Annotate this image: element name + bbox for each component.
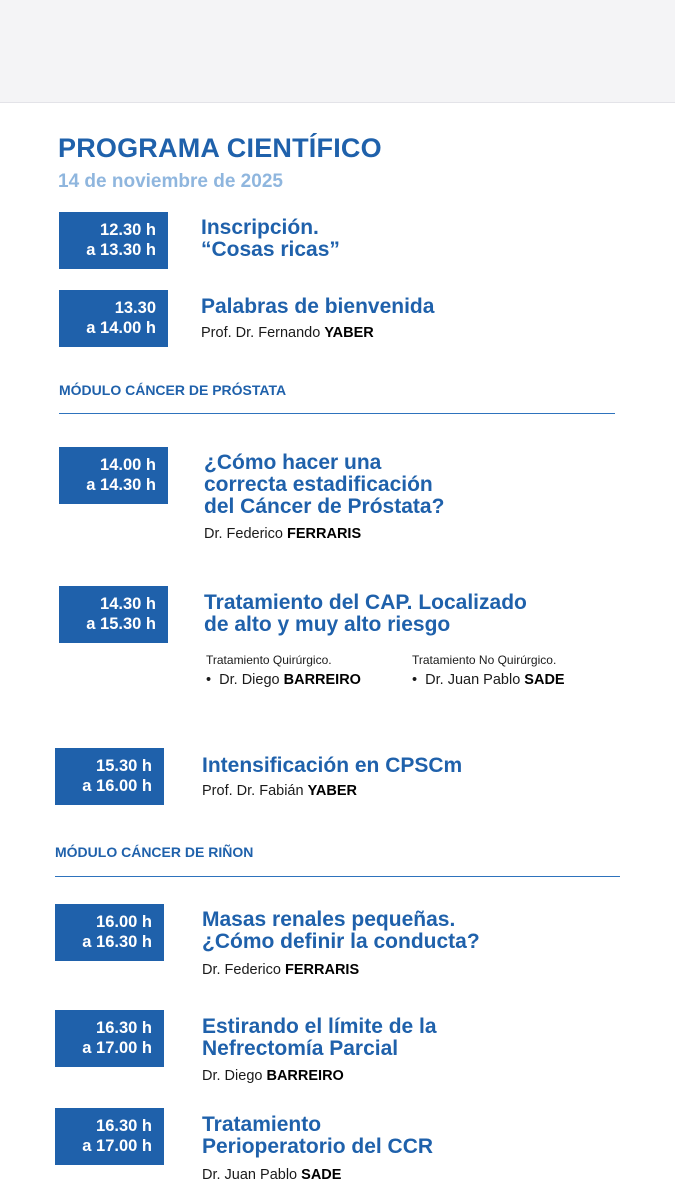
subtopic-speaker: • Dr. Juan Pablo SADE bbox=[412, 672, 565, 688]
module-heading-rinon: MÓDULO CÁNCER DE RIÑON bbox=[55, 844, 254, 860]
session-title: Intensificación en CPSCm bbox=[202, 754, 463, 777]
session-title: Estirando el límite de la Nefrectomía Parcial bbox=[202, 1015, 437, 1060]
time-badge: 13.30 a 14.00 h bbox=[59, 290, 168, 347]
page-title: PROGRAMA CIENTÍFICO bbox=[58, 133, 382, 163]
time-badge: 14.00 h a 14.30 h bbox=[59, 447, 168, 504]
time-badge: 16.30 h a 17.00 h bbox=[55, 1010, 164, 1067]
speaker: Prof. Dr. Fernando YABER bbox=[201, 325, 374, 341]
session-title: Tratamiento del CAP. Localizado de alto y muy alto riesgo bbox=[204, 591, 527, 636]
speaker: Dr. Federico FERRARIS bbox=[202, 962, 360, 978]
session-title: ¿Cómo hacer una correcta estadificación del Cáncer de Próstata? bbox=[204, 451, 445, 518]
program-card-top bbox=[0, 102, 675, 711]
subtopic-label: Tratamiento Quirúrgico. bbox=[206, 653, 332, 667]
speaker: Dr. Juan Pablo SADE bbox=[202, 1167, 342, 1183]
time-badge: 12.30 h a 13.30 h bbox=[59, 212, 168, 269]
module-divider bbox=[59, 413, 615, 414]
subtopic-speaker: • Dr. Diego BARREIRO bbox=[206, 672, 361, 688]
subtopic-label: Tratamiento No Quirúrgico. bbox=[412, 653, 557, 667]
time-badge: 14.30 h a 15.30 h bbox=[59, 586, 168, 643]
time-badge: 15.30 h a 16.00 h bbox=[55, 748, 164, 805]
session-title: Masas renales pequeñas. ¿Cómo definir la conducta? bbox=[202, 908, 480, 953]
time-badge: 16.30 h a 17.00 h bbox=[55, 1108, 164, 1165]
session-title: Tratamiento Perioperatorio del CCR bbox=[202, 1113, 434, 1158]
module-divider bbox=[55, 876, 620, 877]
speaker: Prof. Dr. Fabián YABER bbox=[202, 783, 358, 799]
session-title: Inscripción. “Cosas ricas” bbox=[201, 216, 340, 261]
event-date: 14 de noviembre de 2025 bbox=[58, 171, 283, 192]
speaker: Dr. Federico FERRARIS bbox=[204, 526, 362, 542]
speaker: Dr. Diego BARREIRO bbox=[202, 1068, 344, 1084]
program-card-bottom bbox=[0, 710, 675, 1200]
module-heading-prostata: MÓDULO CÁNCER DE PRÓSTATA bbox=[59, 382, 287, 398]
time-badge: 16.00 h a 16.30 h bbox=[55, 904, 164, 961]
session-title: Palabras de bienvenida bbox=[201, 295, 435, 318]
